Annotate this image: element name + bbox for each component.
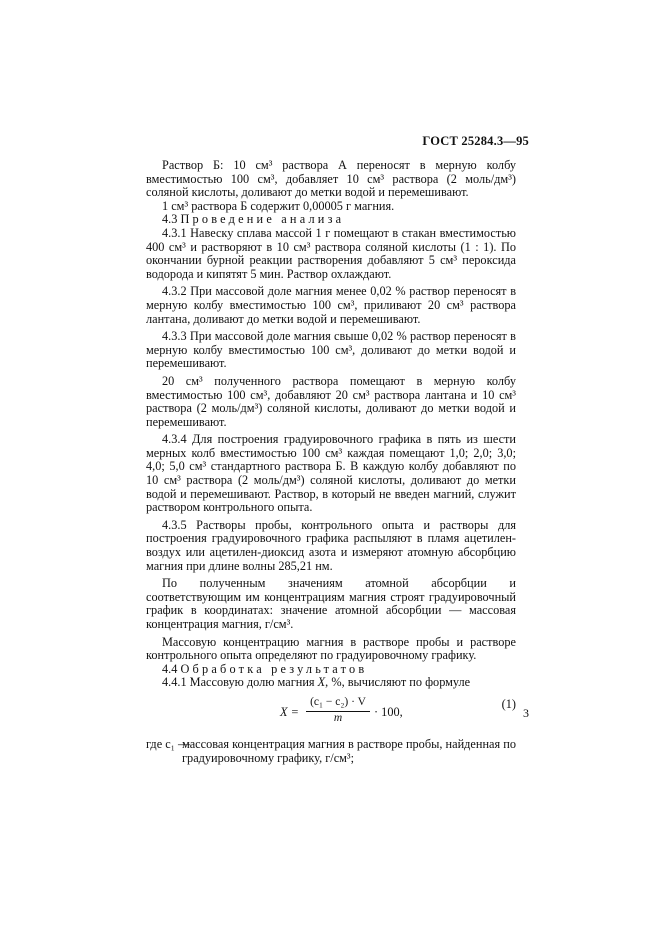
- formula-1: [146, 696, 516, 734]
- section-title: Проведение анализа: [180, 212, 345, 227]
- formula-number: (1): [501, 696, 516, 711]
- paragraph-4-3-1: 4.3.1 Навеску сплава массой 1 г помещают в стакан вместимостью 400 см³ и растворяют в 10 см³ раствора соляной кислоты (1 : 1). По окончании бурной реакции растворения добавляют 5 см³ пероксида водорода и кипятят 5 мин. Раствор охлаждают.: [146, 225, 516, 281]
- section-title: Обработка результатов: [180, 661, 368, 676]
- paragraph-mass-concentration: Массовую концентрацию магния в растворе пробы и растворе контрольного опыта определяют по градуировочному графику.: [146, 634, 516, 663]
- formula-fraction: [306, 696, 370, 725]
- section-heading-4-3: [146, 213, 516, 227]
- legend-description: массовая концентрация магния в растворе пробы, найденная по градуировочному графику, г/см³;: [182, 736, 516, 765]
- formula-numerator: (c₁ − c₂) · V: [306, 696, 370, 712]
- document-code: ГОСТ 25284.3—95: [422, 134, 529, 148]
- paragraph-solution-b: Раствор Б: 10 см³ раствора А переносят в мерную колбу вместимостью 100 см³, добавляет 10 см³ раствора (2 моль/дм³) соляной кислоты, доливают до метки водой и перемешивают.: [146, 158, 516, 200]
- paragraph-calibration-graph: По полученным значениям атомной абсорбции и соответствующим им концентрациям магния строят градуировочный график в координатах: значение атомной абсорбции — массовая концентрация магния, г/см³.: [146, 576, 516, 631]
- paragraph-solution-b-content: 1 см³ раствора Б содержит 0,00005 г магния.: [162, 198, 395, 213]
- formula-legend: [146, 738, 516, 765]
- paragraph-4-3-3-continued: 20 см³ полученного раствора помещают в мерную колбу вместимостью 100 см³, добавляют 20 см³ раствора лантана и 10 см³ раствора (2 моль/дм³) соляной кислоты, доливают до метки водой и перемешивают.: [146, 373, 516, 429]
- formula-denominator: m: [333, 711, 343, 724]
- formula-tail: · 100,: [374, 704, 403, 719]
- document-body: [146, 159, 516, 765]
- section-number: 4.4: [162, 661, 178, 676]
- paragraph-4-3-3: 4.3.3 При массовой доле магния свыше 0,02 % раствор переносят в мерную колбу вместимостью 100 см³, доливают до метки водой и перемешивают.: [146, 329, 516, 371]
- paragraph-4-4-1: 4.4.1 Массовую долю магния X, %, вычисляют по формуле: [162, 675, 471, 690]
- page-number: 3: [523, 706, 529, 720]
- paragraph-4-3-2: 4.3.2 При массовой доле магния менее 0,02 % раствор переносят в мерную колбу вместимостью 100 см³, приливают 20 см³ раствора лантана, доливают до метки водой и перемешивают.: [146, 284, 516, 326]
- paragraph-4-3-5: 4.3.5 Растворы пробы, контрольного опыта и растворы для построения градуировочного графика распыляют в пламя ацетилен-воздух или ацетилен-диоксид азота и измеряют атомную абсорбцию магния при длине волны 285,21 нм.: [146, 517, 516, 573]
- paragraph-4-3-4: 4.3.4 Для построения градуировочного графика в пять из шести мерных колб вместимостью 100 см³ каждая помещают 1,0; 2,0; 3,0; 4,0; 5,0 см³ стандартного раствора Б. В каждую колбу добавляют по 10 см³ раствора (2 моль/дм³) соляной кислоты, доливают до метки водой и перемешивают. Раствор, в который не введен магний, служит раствором контрольного опыта.: [146, 432, 516, 515]
- legend-symbol: где c₁ —: [146, 736, 191, 751]
- section-heading-4-4: [146, 663, 516, 677]
- formula-lhs: X =: [280, 704, 299, 719]
- section-number: 4.3: [162, 212, 178, 227]
